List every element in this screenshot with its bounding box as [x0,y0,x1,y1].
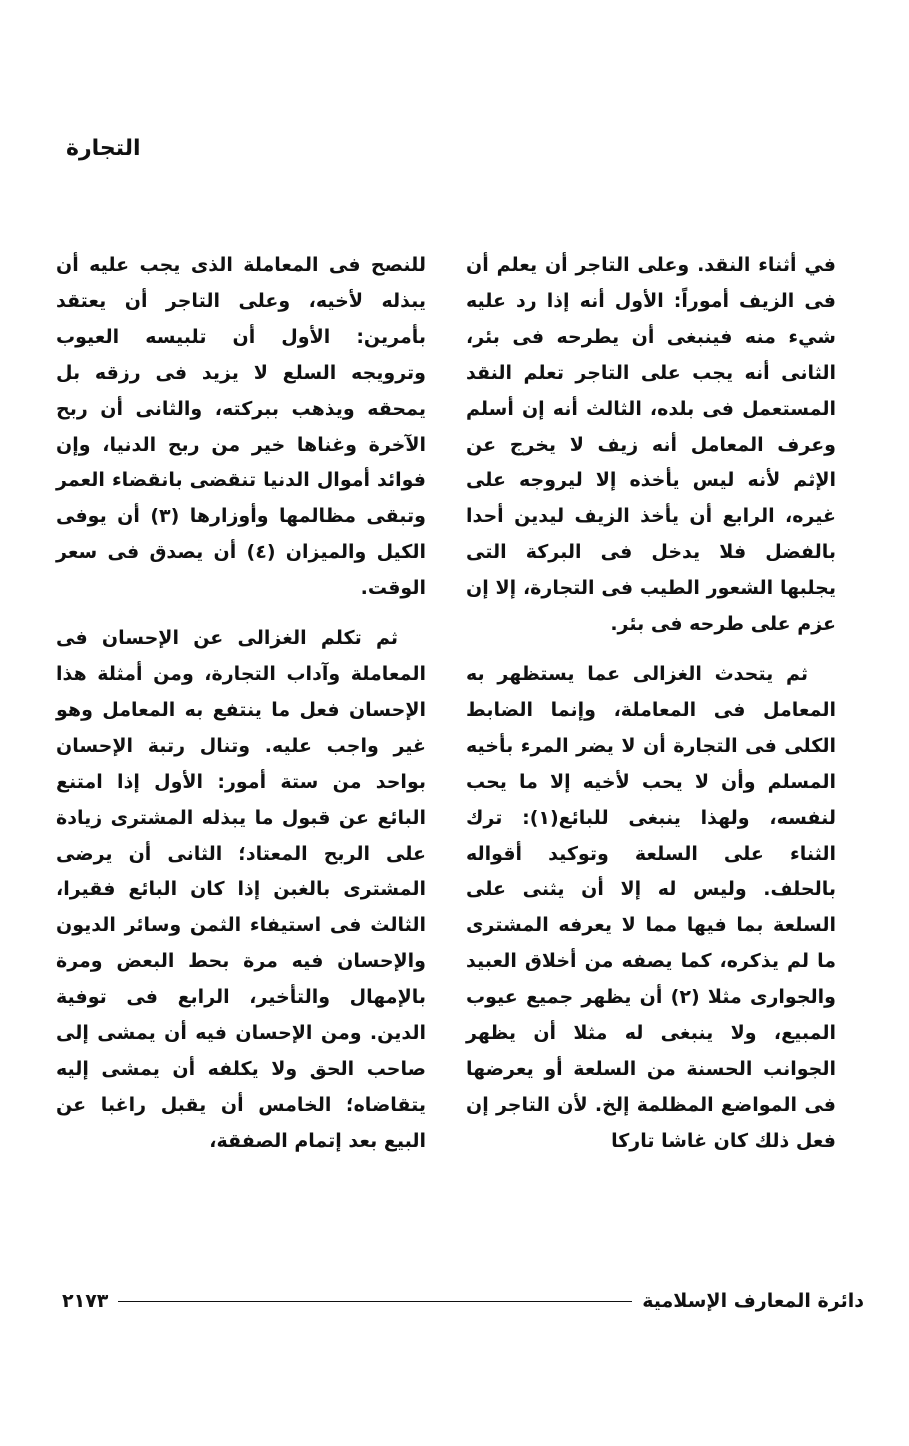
footer-divider [118,1301,632,1302]
paragraph: للنصح فى المعاملة الذى يجب عليه أن يبذله لأخيه، وعلى التاجر أن يعتقد بأمرين: الأول أن تلبيسه العيوب وترويجه السلع لا يزيد فى رزقه بل يمحقه ويذهب ببركته، والثانى أن ربح الآخرة وغناها خير من ربح الدنيا، وإن فوائد أموال الدنيا تنقضى بانقضاء العمر وتبقى مظالمها وأوزارها (٣) أن يوفى الكيل والميزان (٤) أن يصدق فى سعر الوقت. [56,254,426,600]
page-number: ٢١٧٣ [62,1290,109,1312]
publication-title: دائرة المعارف الإسلامية [642,1290,864,1312]
paragraph: في أثناء النقد. وعلى التاجر أن يعلم أن فى الزيف أموراً: الأول أنه إذا رد عليه شيء منه فينبغى أن يطرحه فى بئر، الثانى أنه يجب على التاجر تعلم النقد المستعمل فى بلده، الثالث أنه إن أسلم وعرف المعامل أنه زيف لا يخرج عن الإثم لأنه ليس يأخذه إلا ليروجه على غيره، الرابع أن يأخذ الزيف ليدين أحدا بالفضل فلا يدخل فى البركة التى يجلبها الشعور الطيب فى التجارة، إلا إن عزم على طرحه فى بئر. [466,254,836,636]
running-header: التجارة [66,136,141,161]
text-column-right [466,248,836,1160]
text-column-left [56,248,426,1160]
paragraph: ثم يتحدث الغزالى عما يستظهر به المعامل فى المعاملة، وإنما الضابط الكلى فى التجارة أن لا يضر المرء بأخيه المسلم وأن لا يحب لأخيه إلا ما يحب لنفسه، ولهذا ينبغى للبائع(١): ترك الثناء على السلعة وتوكيد أقواله بالحلف. وليس له إلا أن يثنى على السلعة بما فيها مما لا يعرفه المشترى ما لم يذكره، كما يصفه من أخلاق العبيد والجوارى مثلا (٢) أن يظهر جميع عيوب المبيع، ولا ينبغى له مثلا أن يظهر الجوانب الحسنة من السلعة أو يعرضها فى المواضع المظلمة إلخ. لأن التاجر إن فعل ذلك كان غاشا تاركا [466,662,836,1152]
page-footer [62,1286,864,1316]
paragraph: ثم تكلم الغزالى عن الإحسان فى المعاملة وآداب التجارة، ومن أمثلة هذا الإحسان فعل ما ينتفع به المعامل وهو غير واجب عليه. وتنال رتبة الإحسان بواحد من ستة أمور: الأول إذا امتنع البائع عن قبول ما يبذله المشترى زيادة على الربح المعتاد؛ الثانى أن يرضى المشترى بالغبن إذا كان البائع فقيرا، الثالث فى استيفاء الثمن وسائر الديون والإحسان فيه مرة بحط البعض ومرة بالإمهال والتأخير، الرابع فى توفية الدين. ومن الإحسان فيه أن يمشى إلى صاحب الحق ولا يكلفه أن يمشى إليه يتقاضاه؛ الخامس أن يقبل راغبا عن البيع بعد إتمام الصفقة، [56,627,426,1152]
